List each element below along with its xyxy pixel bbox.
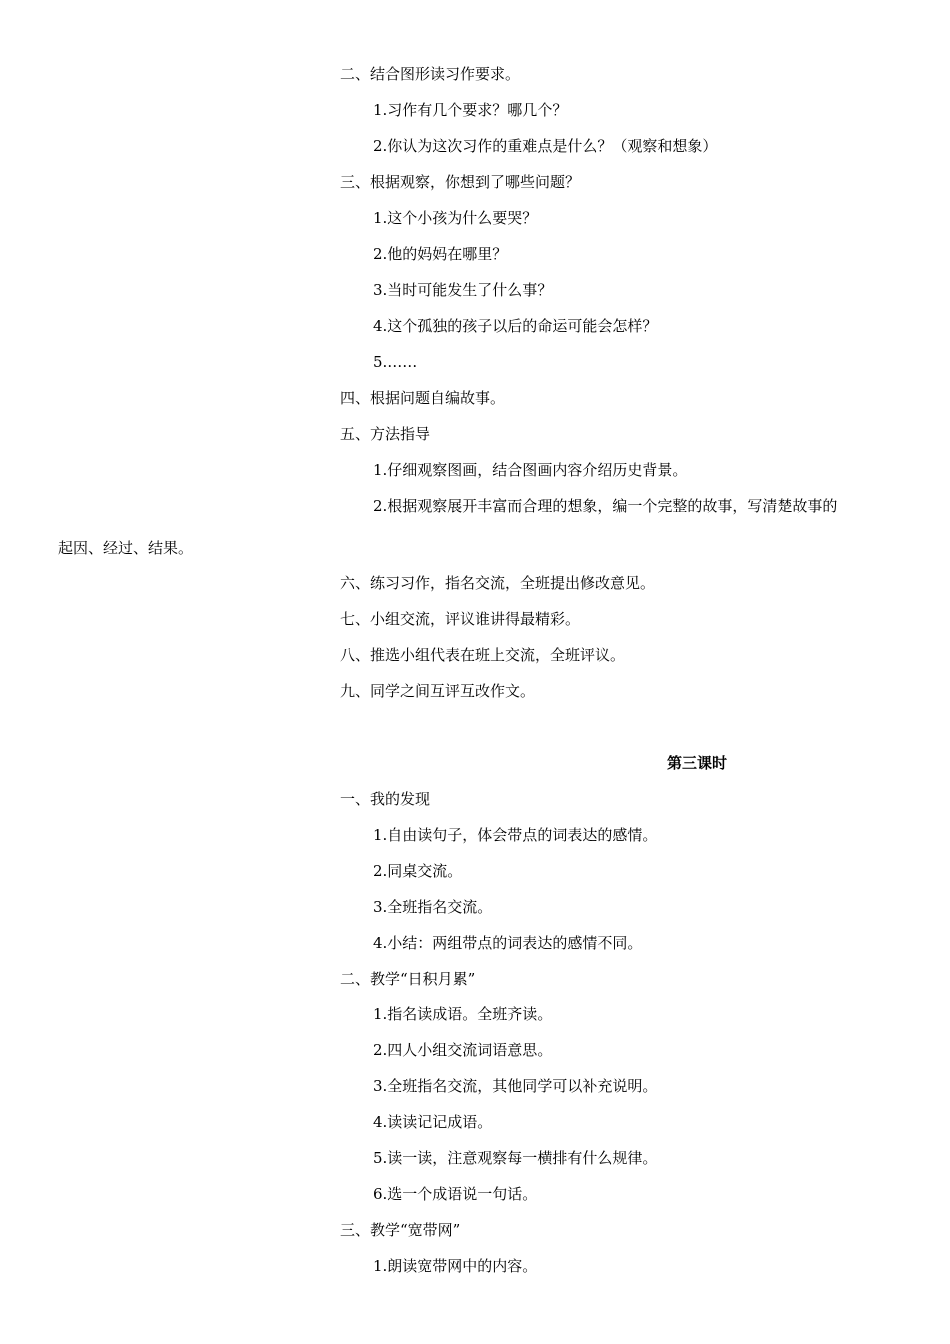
list-item: 1.这个小孩为什么要哭？ <box>373 209 538 227</box>
list-item: 4.这个孤独的孩子以后的命运可能会怎样？ <box>373 317 658 335</box>
list-item: 2.根据观察展开丰富而合理的想象，编一个完整的故事，写清楚故事的 <box>373 497 838 515</box>
list-item: 1.习作有几个要求？哪几个？ <box>373 101 568 119</box>
heading-5: 五、方法指导 <box>340 425 431 443</box>
heading-1: 一、我的发现 <box>340 790 431 808</box>
heading-2: 二、结合图形读习作要求。 <box>340 65 521 83</box>
list-item: 5.…… <box>373 353 418 371</box>
list-item-continuation: 起因、经过、结果。 <box>58 539 194 557</box>
heading-2: 二、教学“日积月累” <box>340 970 476 988</box>
list-item: 2.你认为这次习作的重难点是什么？（观察和想象） <box>373 137 718 155</box>
list-item: 2.他的妈妈在哪里？ <box>373 245 508 263</box>
list-item: 4.读读记记成语。 <box>373 1113 493 1131</box>
heading-7: 七、小组交流，评议谁讲得最精彩。 <box>340 610 581 628</box>
list-item: 2.同桌交流。 <box>373 862 463 880</box>
heading-6: 六、练习习作，指名交流，全班提出修改意见。 <box>340 574 656 592</box>
list-item: 3.全班指名交流，其他同学可以补充说明。 <box>373 1077 658 1095</box>
heading-9: 九、同学之间互评互改作文。 <box>340 682 536 700</box>
list-item: 3.当时可能发生了什么事？ <box>373 281 553 299</box>
list-item: 3.全班指名交流。 <box>373 898 493 916</box>
heading-4: 四、根据问题自编故事。 <box>340 389 506 407</box>
section-title: 第三课时 <box>667 754 728 772</box>
list-item: 6.选一个成语说一句话。 <box>373 1185 538 1203</box>
heading-3: 三、教学“宽带网” <box>340 1221 461 1239</box>
heading-3: 三、根据观察，你想到了哪些问题？ <box>340 173 581 191</box>
list-item: 1.朗读宽带网中的内容。 <box>373 1257 538 1275</box>
list-item: 4.小结：两组带点的词表达的感情不同。 <box>373 934 643 952</box>
list-item: 5.读一读，注意观察每一横排有什么规律。 <box>373 1149 658 1167</box>
list-item: 1.指名读成语。全班齐读。 <box>373 1005 553 1023</box>
heading-8: 八、推选小组代表在班上交流，全班评议。 <box>340 646 626 664</box>
list-item: 1.仔细观察图画，结合图画内容介绍历史背景。 <box>373 461 688 479</box>
list-item: 1.自由读句子，体会带点的词表达的感情。 <box>373 826 658 844</box>
list-item: 2.四人小组交流词语意思。 <box>373 1041 553 1059</box>
